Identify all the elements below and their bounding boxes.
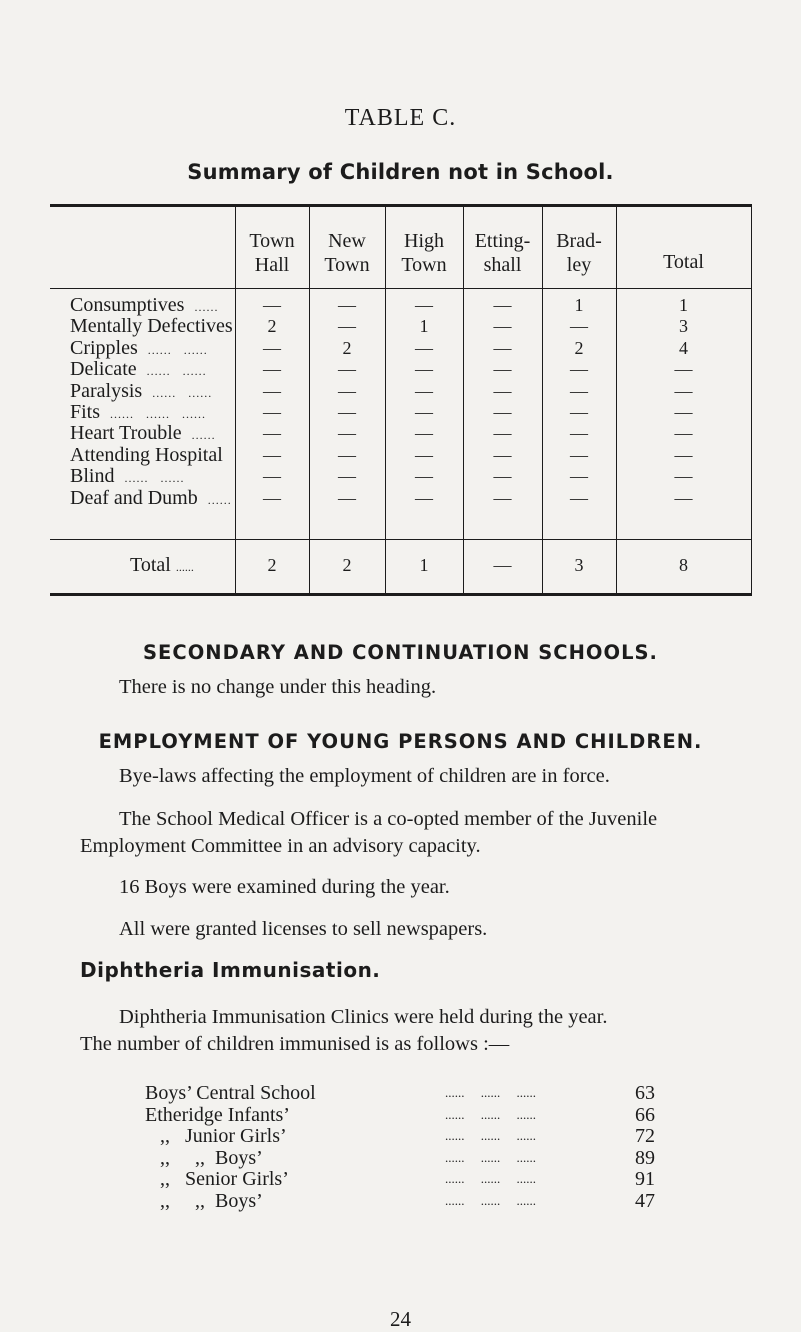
table-cell: — [493, 466, 512, 487]
employment-para-3: 16 Boys were examined during the year. [119, 876, 450, 898]
section-heading-secondary: SECONDARY AND CONTINUATION SCHOOLS. [143, 641, 658, 664]
table-cell: — [570, 444, 588, 465]
diphtheria-para-b: The number of children immunised is as follows :— [80, 1033, 510, 1055]
table-cell: — [415, 402, 433, 422]
table-cell: 3 [679, 316, 688, 337]
leader-dots: ...... [194, 300, 219, 314]
employment-para-4: All were granted licenses to sell newspapers. [119, 918, 488, 940]
row-label [70, 380, 212, 404]
column-header [235, 229, 309, 277]
total-cell: 8 [679, 555, 688, 575]
total-cell: — [493, 555, 512, 575]
table-cell: — [493, 487, 512, 508]
column-header-line: Town [324, 254, 370, 276]
leader-dots: ...... ...... [152, 385, 213, 400]
table-cell: 1 [679, 295, 688, 315]
table-cell: — [570, 380, 588, 401]
column-header-line: Etting- [474, 230, 531, 252]
table-cell: — [338, 444, 356, 465]
row-label [70, 401, 206, 425]
leader-dots: ...... ...... ...... [110, 407, 207, 421]
leader-dots: ...... ...... ...... [445, 1192, 536, 1208]
table-cell: — [338, 466, 356, 487]
table-cell: — [570, 466, 588, 487]
leader-dots: ...... ...... [146, 364, 207, 379]
row-label [70, 465, 184, 489]
employment-para-2a: The School Medical Officer is a co-opted member of the Juvenile [119, 808, 658, 830]
total-cell: 2 [342, 555, 352, 575]
leader-dots: ...... ...... ...... [445, 1149, 536, 1165]
table-cell: — [263, 337, 281, 358]
leader-dots: ...... ...... ...... [445, 1085, 536, 1100]
table-cell: — [493, 444, 512, 465]
row-label-text: Deaf and Dumb [70, 486, 198, 509]
column-header [309, 229, 385, 277]
table-cell: — [674, 423, 693, 444]
column-header-line: New [328, 230, 366, 252]
row-label-text: Fits [70, 401, 101, 423]
table-cell: — [493, 337, 512, 358]
total-row-label [130, 554, 194, 578]
leader-dots: ...... [175, 560, 194, 574]
employment-para-2b: Employment Committee in an advisory capacity. [80, 835, 481, 857]
table-cell: — [493, 402, 512, 422]
column-header-line: Town [249, 230, 295, 252]
table-cell: — [570, 423, 588, 444]
table-cell: 2 [342, 337, 352, 358]
list-item-value: 72 [635, 1125, 655, 1147]
row-label [70, 294, 218, 318]
table-cell: — [493, 423, 512, 444]
table-cell: — [570, 316, 588, 337]
row-label-text: Heart Trouble [70, 422, 182, 445]
column-header-line: Town [401, 254, 447, 276]
row-label [70, 444, 223, 466]
list-item-label: ,, ,, Boys’ [145, 1146, 263, 1169]
page-number: 24 [390, 1307, 411, 1331]
list-item-value: 66 [635, 1103, 655, 1126]
section-heading-diphtheria: Diphtheria Immunisation. [80, 958, 381, 982]
table-cell: — [263, 380, 281, 401]
column-header-line: High [404, 230, 444, 252]
table-cell: — [415, 466, 433, 487]
list-item-value: 89 [635, 1146, 655, 1169]
table-cell: — [338, 423, 356, 444]
table-cell: — [415, 295, 433, 315]
list-item-value: 47 [635, 1189, 655, 1212]
secondary-text: There is no change under this heading. [119, 676, 437, 698]
table-cell: — [263, 402, 281, 422]
table-cell: 2 [267, 316, 277, 337]
total-label-text: Total [130, 554, 171, 576]
diphtheria-para-a: Diphtheria Immunisation Clinics were held during the year. [119, 1006, 608, 1028]
table-cell: 1 [419, 316, 429, 337]
column-header [385, 229, 463, 277]
list-item-label: ,, Senior Girls’ [145, 1168, 289, 1190]
row-label [70, 422, 216, 446]
section-heading-employment: EMPLOYMENT OF YOUNG PERSONS AND CHILDREN. [98, 730, 703, 753]
row-label [70, 358, 207, 382]
row-label [70, 315, 233, 337]
row-label-text: Blind [70, 465, 115, 488]
leader-dots: ...... ...... ...... [445, 1171, 536, 1186]
table-cell: — [493, 295, 512, 315]
table-cell: — [338, 487, 356, 508]
table-title: TABLE C. [344, 105, 457, 131]
table-cell: — [415, 380, 433, 401]
table-cell: — [338, 359, 356, 380]
table-cell: — [415, 337, 433, 358]
table-cell: — [674, 487, 693, 508]
table-cell: — [338, 380, 356, 401]
table-cell: — [570, 359, 588, 380]
table-cell: — [415, 487, 433, 508]
total-rule [50, 539, 752, 540]
table-cell: 4 [679, 337, 688, 358]
list-item-label: Etheridge Infants’ [145, 1103, 290, 1126]
summary-table [50, 204, 752, 596]
table-cell: — [415, 359, 433, 380]
row-label-text: Delicate [70, 358, 137, 381]
table-cell: — [263, 444, 281, 465]
list-item-label: ,, Junior Girls’ [145, 1125, 287, 1147]
column-header [616, 250, 751, 274]
table-cell: — [493, 359, 512, 380]
total-cell: 3 [574, 555, 584, 575]
employment-para-1: Bye-laws affecting the employment of children are in force. [119, 765, 610, 787]
table-cell: — [263, 295, 281, 315]
table-right-edge [751, 207, 752, 593]
list-item-label: Boys’ Central School [145, 1082, 316, 1104]
table-cell: — [263, 487, 281, 508]
table-subtitle: Summary of Children not in School. [187, 160, 614, 184]
row-label [70, 337, 208, 361]
row-label [70, 487, 232, 511]
table-cell: — [263, 466, 281, 487]
leader-dots: ...... ...... ...... [445, 1106, 536, 1122]
table-cell: — [338, 316, 356, 337]
leader-dots: ...... ...... [124, 471, 185, 486]
table-cell: — [263, 423, 281, 444]
table-cell: — [570, 402, 588, 422]
table-cell: — [674, 466, 693, 487]
table-cell: — [674, 444, 693, 465]
leader-dots: ...... [191, 428, 216, 443]
leader-dots: ...... ...... [147, 342, 208, 357]
column-header-line: Hall [254, 254, 290, 276]
table-cell: — [415, 423, 433, 444]
list-item-label: ,, ,, Boys’ [145, 1189, 263, 1212]
column-header [542, 229, 616, 277]
row-label-text: Consumptives [70, 294, 185, 316]
column-header-line: shall [483, 254, 522, 276]
table-cell: — [263, 359, 281, 380]
leader-dots: ...... [207, 492, 232, 507]
row-label-text: Paralysis [70, 379, 143, 402]
table-cell: — [674, 402, 693, 422]
column-header-line: ley [566, 254, 592, 276]
table-cell: 2 [574, 337, 584, 358]
list-item-value: 63 [635, 1082, 655, 1104]
column-header-line: Total [663, 251, 704, 273]
table-cell: — [493, 380, 512, 401]
table-bottom-rule [50, 593, 752, 596]
table-cell: — [570, 487, 588, 508]
list-item-value: 91 [635, 1168, 655, 1190]
row-label-text: Cripples [70, 336, 138, 359]
column-header [463, 229, 542, 277]
row-label-text: Mentally Defectives [70, 315, 233, 338]
table-cell: — [674, 359, 693, 380]
table-cell: — [338, 295, 356, 315]
table-cell: — [674, 380, 693, 401]
table-cell: 1 [574, 295, 584, 315]
column-header-line: Brad- [556, 230, 602, 252]
total-cell: 1 [419, 555, 429, 575]
leader-dots: ...... ...... ...... [445, 1128, 536, 1143]
table-cell: — [415, 444, 433, 465]
row-label-text: Attending Hospital [70, 443, 223, 466]
table-top-rule [50, 204, 752, 207]
table-cell: — [493, 316, 512, 337]
header-rule [50, 288, 752, 289]
total-cell: 2 [267, 555, 277, 575]
table-cell: — [338, 402, 356, 422]
